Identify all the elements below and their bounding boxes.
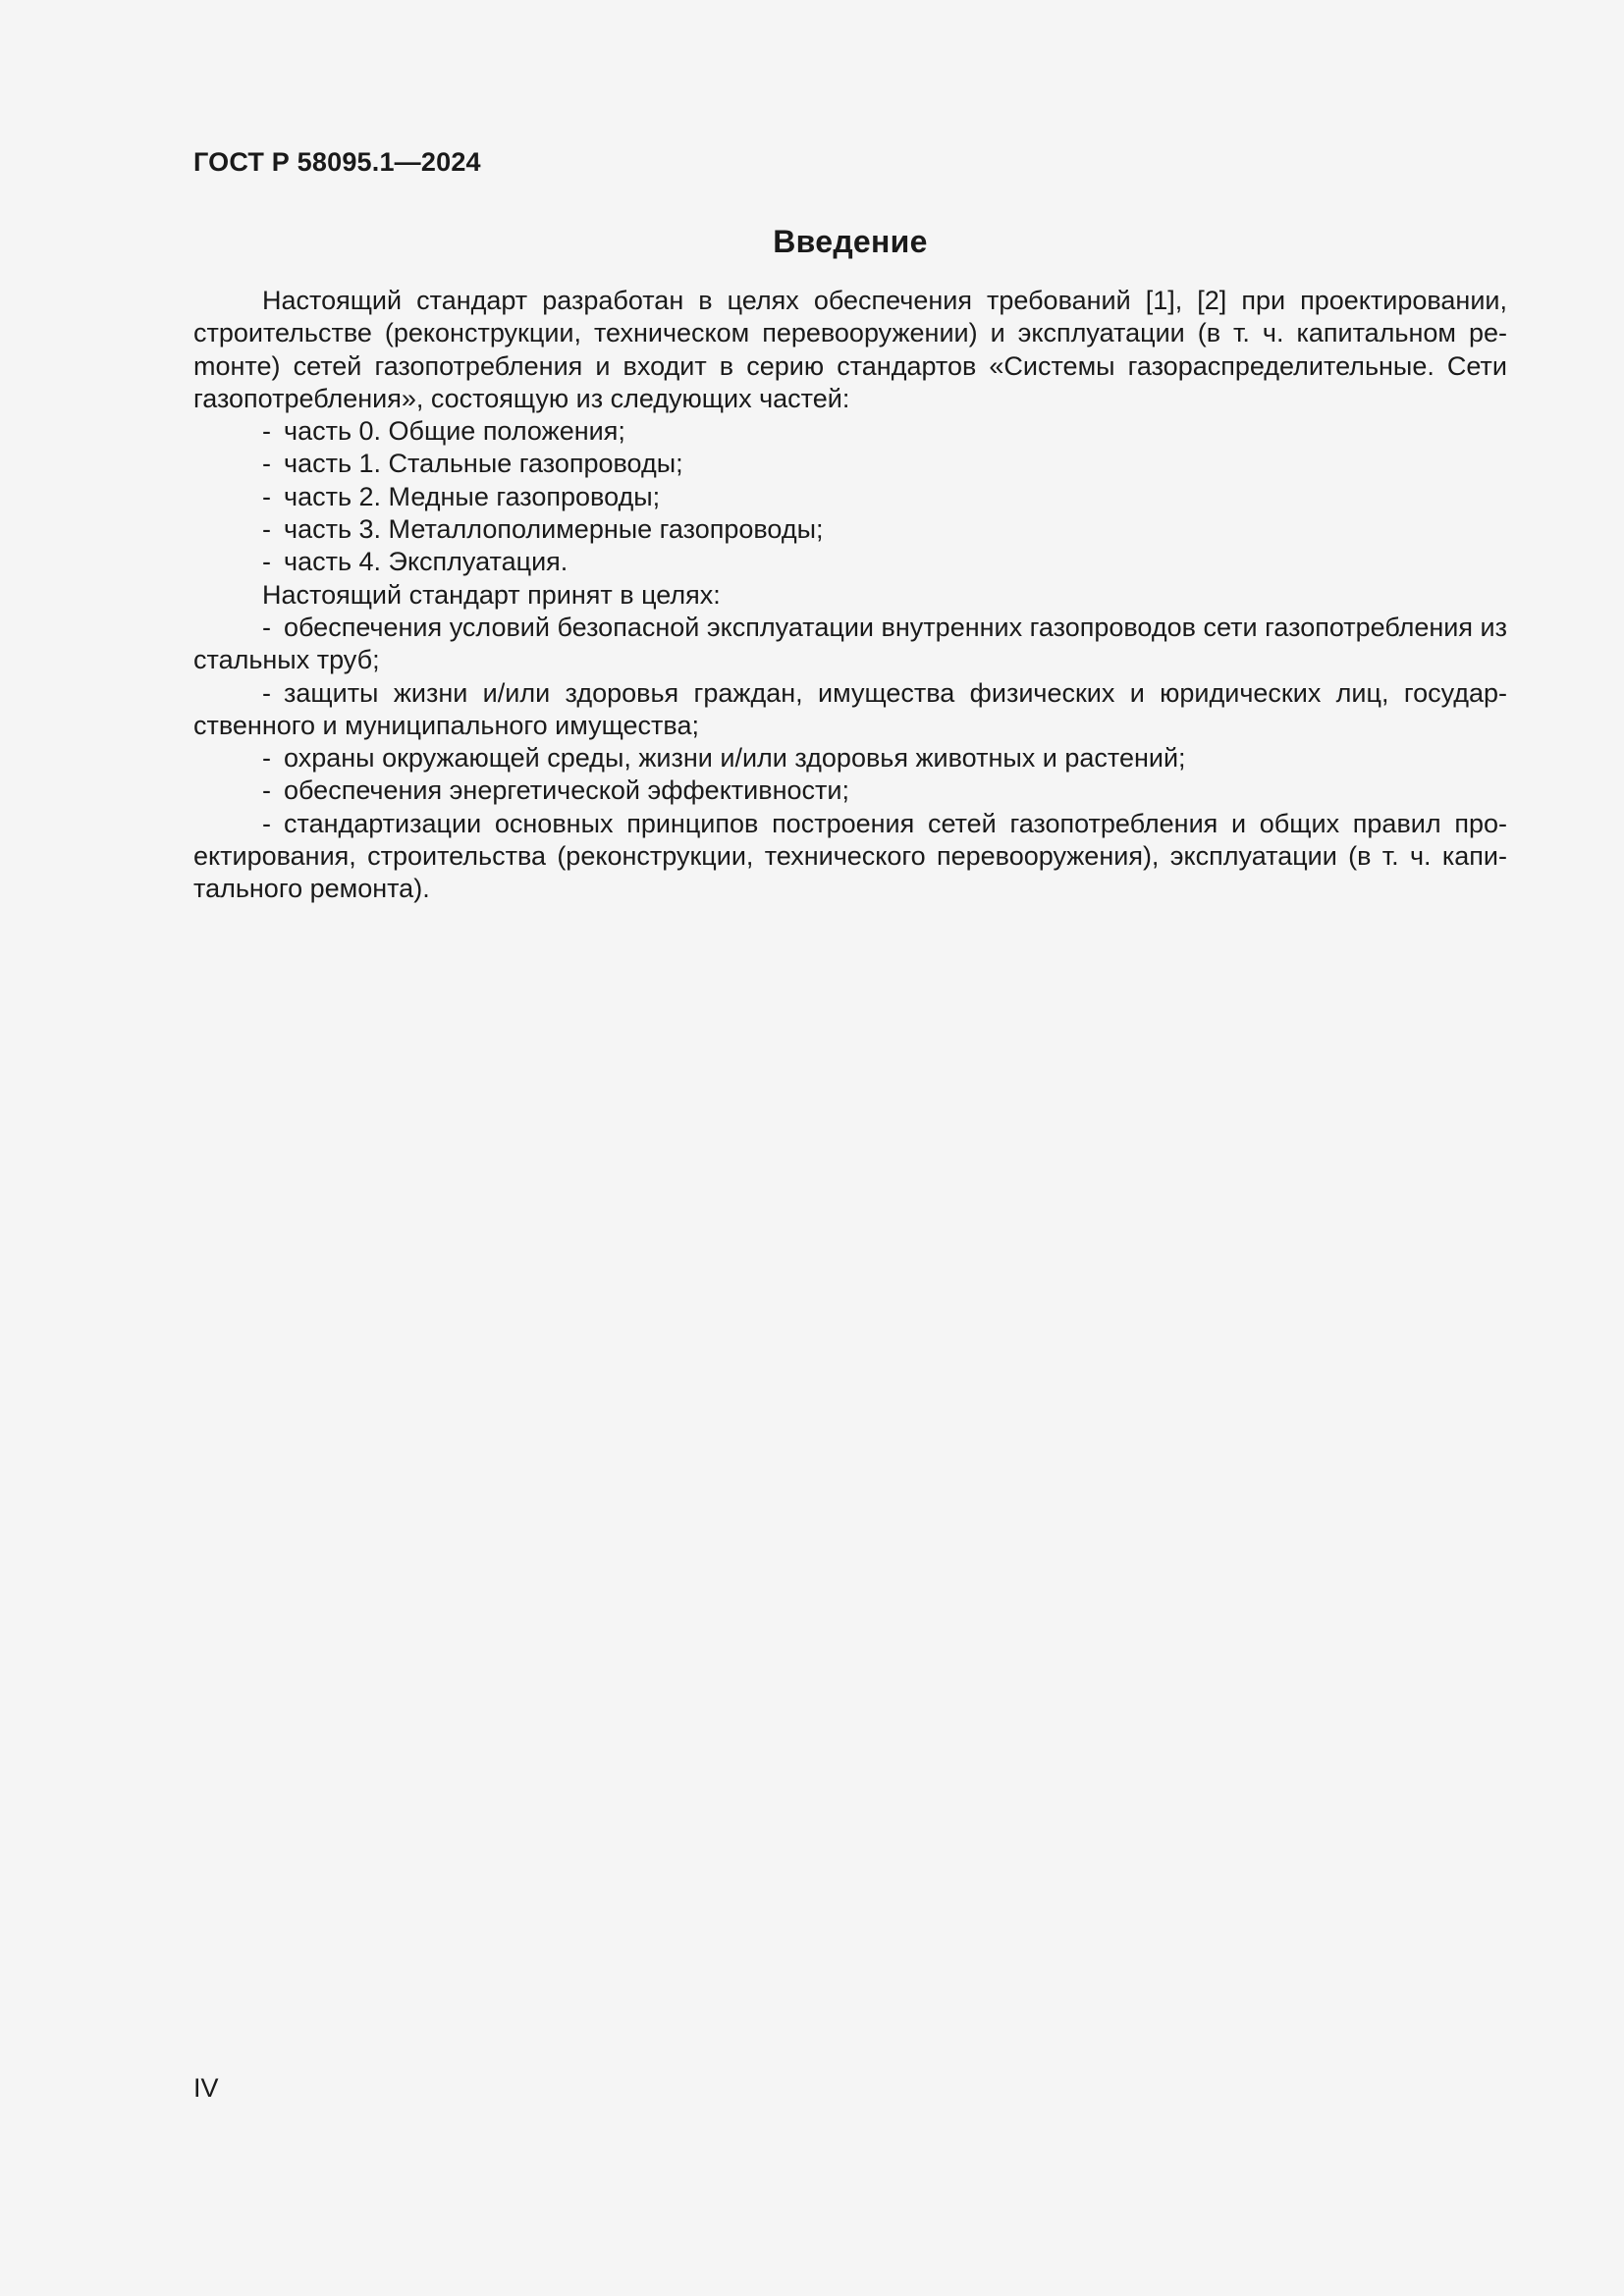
document-code: ГОСТ Р 58095.1—2024 — [193, 147, 481, 177]
list-dash: - — [262, 449, 271, 479]
part-4-text: часть 4. Эксплуатация. — [284, 547, 568, 577]
list-dash: - — [262, 677, 271, 708]
list-item — [193, 612, 1507, 677]
list-dash: - — [262, 547, 271, 577]
list-dash: - — [262, 743, 271, 774]
list-item — [193, 774, 1507, 807]
list-dash: - — [262, 775, 271, 806]
goal-4-text: стандартизации основных принципов построения сетей газопотребления и общих правил проектирования, строительства (реконструкции, технического перевооружения), эксплуатации (в т. ч. капитального ремонта). — [193, 808, 1507, 904]
goals-intro: Настоящий стандарт принят в целях: — [262, 579, 721, 610]
list-item — [193, 513, 1507, 546]
list-dash: - — [262, 808, 271, 838]
list-dash: - — [262, 481, 271, 511]
goal-1-text: защиты жизни и/или здоровья граждан, имущества физических и юридических лиц, государственного и муниципального имущества; — [193, 677, 1507, 740]
section-title: Введение — [773, 224, 928, 259]
list-item — [193, 677, 1507, 743]
part-1-text: часть 1. Стальные газопроводы; — [284, 449, 683, 479]
part-0-text: часть 0. Общие положения; — [284, 416, 625, 447]
part-3-text: часть 3. Металлополимерные газопроводы; — [284, 514, 824, 545]
goal-2-text: охраны окружающей среды, жизни и/или здоровья животных и растений; — [284, 743, 1186, 774]
intro-paragraph: Настоящий стандарт разработан в целях обеспечения требований [1], [2] при проектировании, строительстве (реконструкции, техническом перевооружении) и эксплуатации (в т. ч. капитальном реmонте) сетей газопотребления и входит в серию стандартов «Системы газораспределительные. Сети газопотребления», состоящую из следующих частей: — [193, 286, 1507, 413]
part-2-text: часть 2. Медные газопроводы; — [284, 481, 661, 511]
list-dash: - — [262, 612, 271, 642]
list-item — [193, 415, 1507, 448]
list-item — [193, 742, 1507, 774]
document-body — [193, 285, 1507, 906]
page-number: IV — [193, 2073, 219, 2103]
list-item — [193, 481, 1507, 513]
goal-3-text: обеспечения энергетической эффективности; — [284, 775, 849, 806]
list-dash: - — [262, 514, 271, 545]
list-dash: - — [262, 416, 271, 447]
list-item — [193, 448, 1507, 480]
list-item — [193, 546, 1507, 578]
list-item — [193, 808, 1507, 906]
goal-0-text: обеспечения условий безопасной эксплуатации внутренних газопроводов сети газопотребления из стальных труб; — [193, 612, 1507, 675]
